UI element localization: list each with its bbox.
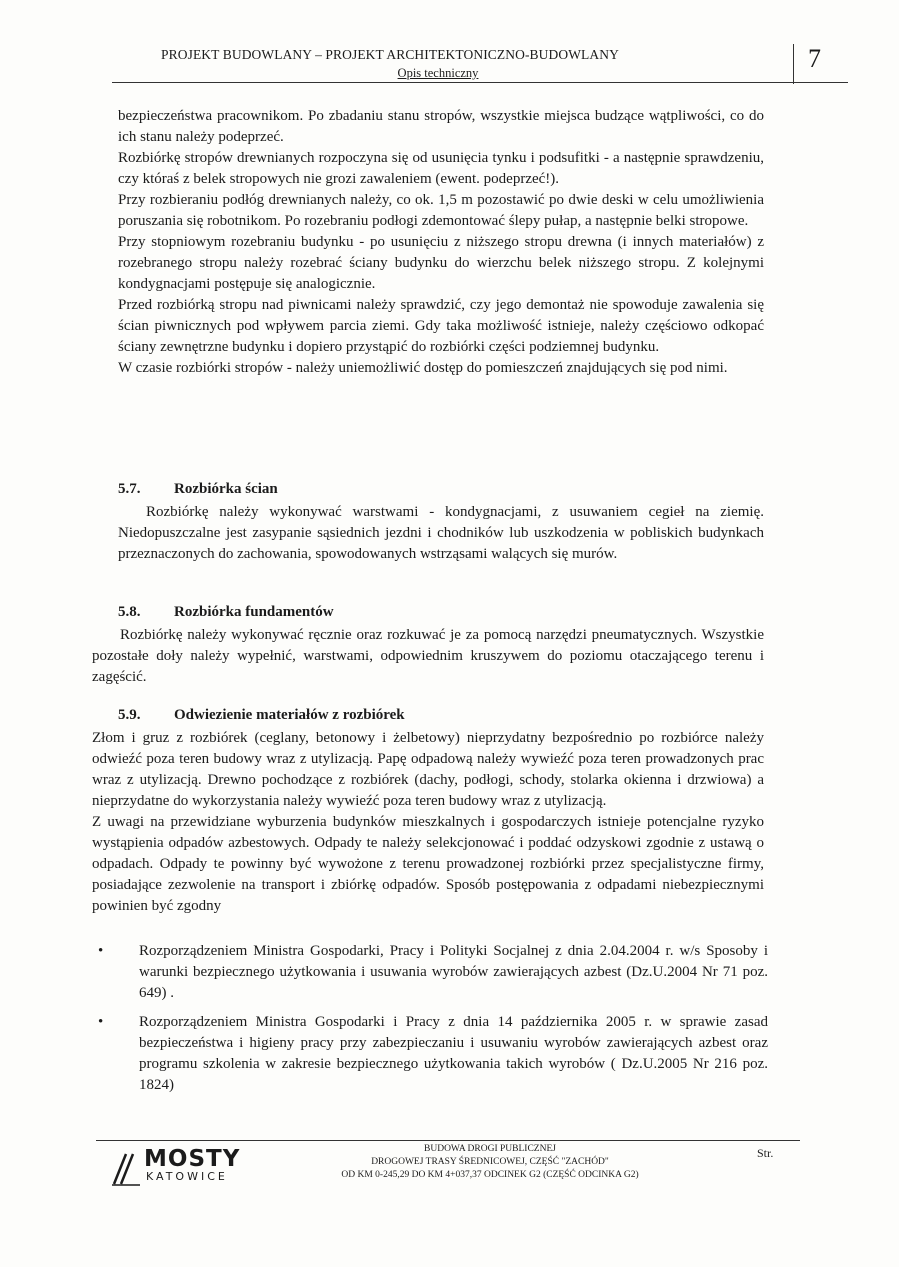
section-heading-5-7 (118, 481, 518, 502)
intro-block (118, 106, 764, 379)
footer-project-info (270, 1143, 710, 1182)
section-title: Rozbiórka ścian (174, 481, 278, 497)
logo-sub-text: KATOWICE (146, 1170, 228, 1183)
footer-line-3: OD KM 0-245,29 DO KM 4+037,37 ODCINEK G2 (CZĘŚĆ ODCINKA G2) (341, 1170, 639, 1180)
document-subtitle (0, 66, 876, 81)
paragraph: Przy rozbieraniu podłóg drewnianych należy, co ok. 1,5 m pozostawić po dwie deski w celu umożliwienia poruszania się robotnikom. Po rozebraniu podłogi zdemontować ślepy pułap, a następnie belki stropowe. (118, 192, 764, 229)
section-number: 5.7. (118, 481, 141, 497)
footer-page-label: Str. (757, 1146, 774, 1160)
paragraph: Przed rozbiórką stropu nad piwnicami należy sprawdzić, czy jego demontaż nie spowoduje zawalenia się ścian piwnicznych pod wpływem parcia ziemi. Gdy taka możliwość istnieje, należy częściowo odkopać ściany zewnętrzne budynku i dopiero przystąpić do rozbiórki części podziemnej budynku. (118, 297, 764, 355)
list-item-text: Rozporządzeniem Ministra Gospodarki, Pracy i Polityki Socjalnej z dnia 2.04.2004 r. w/s Sposoby i warunki bezpiecznego użytkowania i usuwania wyrobów zawierających azbest (Dz.U.2004 Nr 71 poz. 649) . (139, 943, 768, 1001)
footer-divider (96, 1140, 800, 1141)
section-5-9-body (92, 728, 764, 917)
bullet-icon: • (98, 943, 104, 959)
paragraph: bezpieczeństwa pracownikom. Po zbadaniu stanu stropów, wszystkie miejsca budzące wątpliwości, co do ich stanu należy podeprzeć. (118, 108, 764, 145)
document-title: PROJEKT BUDOWLANY – PROJEKT ARCHITEKTONICZNO-BUDOWLANY (161, 47, 619, 62)
section-title: Odwiezienie materiałów z rozbiórek (174, 707, 405, 723)
regulation-list (96, 941, 768, 1104)
section-paragraph: Z uwagi na przewidziane wyburzenia budynków mieszkalnych i gospodarczych istnieje potencjalne ryzyko wystąpienia odpadów azbestowych. Odpady te należy selekcjonować i poddać odzyskowi zgodnie z ustawą o odpadach. Odpady te powinny być wywożone z terenu prowadzonej rozbiórki przez specjalistyczne firmy, posiadające zezwolenie na transport i zbiórkę odpadów. Sposób postępowania z odpadami niebezpiecznymi powinien być zgodny (92, 814, 764, 914)
company-logo (110, 1146, 260, 1186)
bullet-icon: • (98, 1014, 104, 1030)
paragraph: Przy stopniowym rozebraniu budynku - po usunięciu z niższego stropu drewna (i innych materiałów) z rozebranego stropu należy rozebrać ściany budynku do wierzchu belek niższego stropu. Z kolejnymi kondygnacjami postępuje się analogicznie. (118, 234, 764, 292)
logo-main-text: MOSTY (144, 1146, 241, 1172)
section-paragraph: Złom i gruz z rozbiórek (ceglany, betonowy i żelbetowy) nieprzydatny bezpośrednio po rozbiórce należy odwieźć poza teren budowy wraz z utylizacją. Papę odpadową należy wywieźć poza teren prowadzonych prac wraz z utylizacją. Drewno pochodzące z rozbiórek (dachy, podłogi, schody, stolarka okienna i drzwiowa) a nieprzydatne do wykorzystania należy wywieźć poza teren budowy wraz z utylizacją. (92, 730, 764, 809)
section-paragraph: Rozbiórkę należy wykonywać ręcznie oraz rozkuwać je za pomocą narzędzi pneumatycznych. Wszystkie pozostałe doły należy wypełnić, warstwami, odpowiednim kruszywem do poziomu otaczającego terenu i zagęścić. (92, 627, 764, 685)
footer-line-1: BUDOWA DROGI PUBLICZNEJ (424, 1144, 556, 1154)
header-divider (112, 82, 848, 83)
list-item (96, 941, 768, 1004)
section-number: 5.8. (118, 604, 141, 620)
page-number-divider (793, 44, 794, 84)
paragraph: W czasie rozbiórki stropów - należy uniemożliwić dostęp do pomieszczeń znajdujących się pod nimi. (118, 360, 728, 376)
section-number: 5.9. (118, 707, 141, 723)
logo-mark-icon (110, 1148, 144, 1188)
paragraph: Rozbiórkę stropów drewnianych rozpoczyna się od usunięcia tynku i podsufitki - a następnie sprawdzeniu, czy któraś z belek stropowych nie grozi zawaleniem (ewent. podeprzeć!). (118, 150, 764, 187)
section-heading-5-9 (118, 707, 618, 728)
document-subtitle-text: Opis techniczny (397, 66, 479, 80)
footer-line-2: DROGOWEJ TRASY ŚREDNICOWEJ, CZĘŚĆ "ZACHÓD" (371, 1157, 609, 1167)
section-title: Rozbiórka fundamentów (174, 604, 334, 620)
list-item (96, 1012, 768, 1096)
section-paragraph: Rozbiórkę należy wykonywać warstwami - kondygnacjami, z usuwaniem cegieł na ziemię. Niedopuszczalne jest zasypanie sąsiednich jezdni i chodników lub uszkodzenia w pobliskich budynkach przeznaczonych do zachowania, spowodowanych wstrząsami walących się murów. (118, 504, 764, 562)
list-item-text: Rozporządzeniem Ministra Gospodarki i Pracy z dnia 14 października 2005 r. w sprawie zasad bezpieczeństwa i higieny pracy przy zabezpieczaniu i usuwaniu wyrobów zawierających azbest oraz programu szkolenia w zakresie bezpiecznego użytkowania takich wyrobów ( Dz.U.2005 Nr 216 poz. 1824) (139, 1014, 768, 1093)
page-number: 7 (808, 44, 821, 73)
section-heading-5-8 (118, 604, 518, 625)
